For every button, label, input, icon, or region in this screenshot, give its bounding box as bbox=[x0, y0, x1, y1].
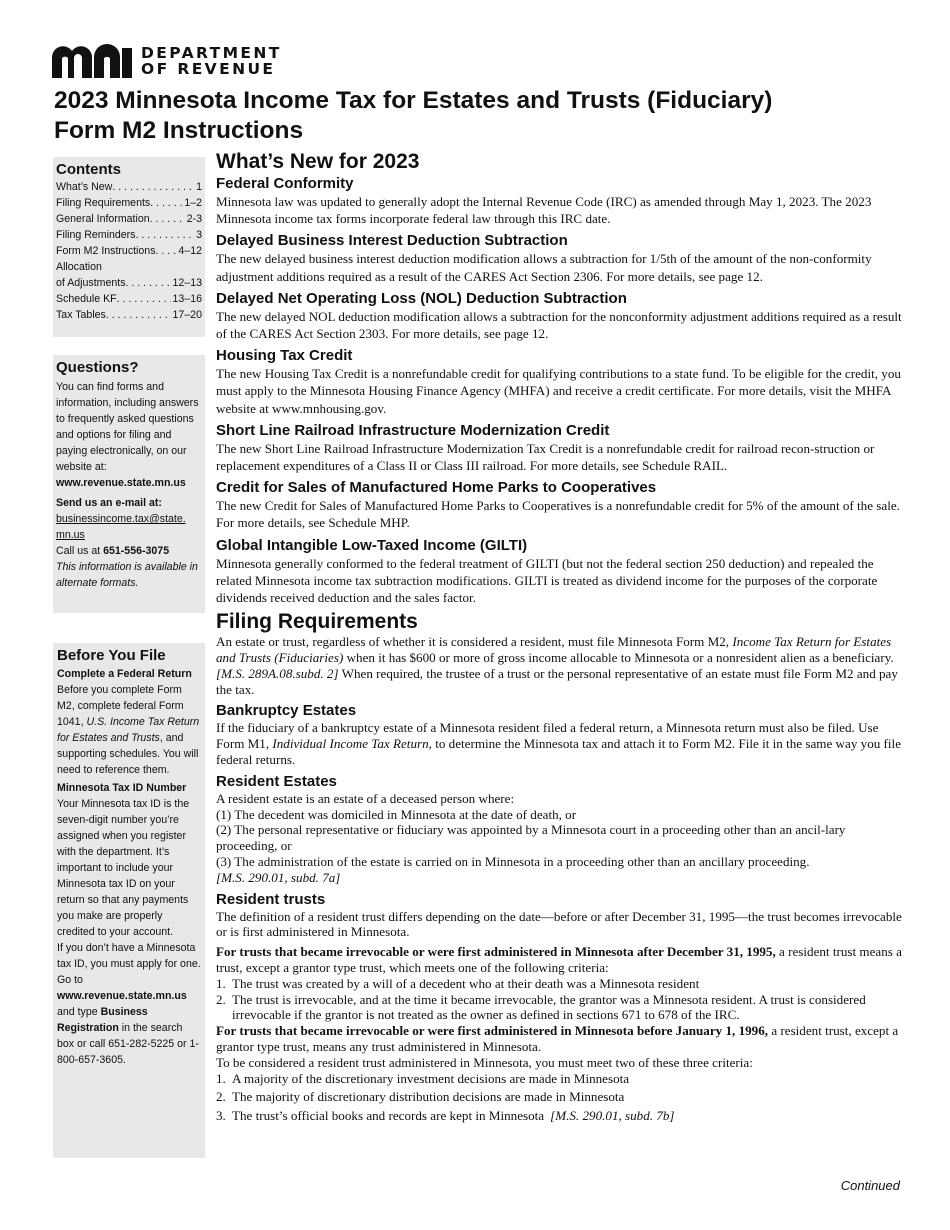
contents-item-page: 2-3 bbox=[186, 213, 202, 225]
bankruptcy-text-a: If the fiduciary of a bankruptcy estate of a Minnesota resident filed a federal return, a Minnesota return must also be filed. Use Form M1, bbox=[216, 720, 879, 752]
whats-new-section-body: The new Short Line Railroad Infrastructure Modernization Tax Credit is a nonrefundable credit for railroad recon-struction or replacement expenditures of a Class II or Class III railroad. For more details, see Schedule RAIL. bbox=[216, 440, 875, 474]
contents-item[interactable] bbox=[56, 259, 202, 275]
filing-intro-a: An estate or trust, regardless of whether it is considered a resident, must file Minnesota Form M2, bbox=[216, 634, 733, 650]
contents-heading: Contents bbox=[56, 161, 121, 178]
resident-estates-heading: Resident Estates bbox=[216, 772, 337, 790]
contents-item-page: 1–2 bbox=[184, 197, 202, 209]
contents-item-label: Tax Tables bbox=[56, 309, 106, 321]
contents-item-label: of Adjustments bbox=[56, 277, 126, 289]
list-item-text: The trust is irrevocable, and at the time it became irrevocable, the grantor was a Minnesota resident. A trust is considered irrevocable if the grantor is not treated as the owner as defined in sections 671 to 678 of the IRC. bbox=[232, 991, 866, 1023]
contents-item[interactable] bbox=[56, 275, 202, 291]
contents-leader-dots bbox=[150, 211, 185, 227]
criteria-citation: [M.S. 290.01, subd. 7b] bbox=[550, 1108, 675, 1124]
dept-line-1: DEPARTMENT bbox=[141, 44, 282, 62]
whats-new-section-title: Housing Tax Credit bbox=[216, 347, 353, 365]
call-line bbox=[56, 543, 202, 559]
mn-logo-mark-icon bbox=[52, 44, 132, 78]
resident-estates-intro: A resident estate is an estate of a deceased person where: bbox=[216, 790, 515, 806]
form-m1-title: Individual Income Tax Return bbox=[272, 736, 429, 752]
contents-item-page: 17–20 bbox=[172, 309, 202, 321]
contents-item[interactable] bbox=[56, 211, 202, 227]
filing-intro-citation: [M.S. 289A.08.subd. 2] bbox=[216, 665, 339, 681]
whats-new-section-body: The new delayed NOL deduction modification allows a subtraction for the nonconformity adjustment additions required as a result of the CARES Act Section 2303. For more details, see page 12. bbox=[216, 308, 902, 342]
federal-return-text bbox=[57, 682, 201, 778]
bankruptcy-estates-heading: Bankruptcy Estates bbox=[216, 702, 357, 720]
trusts-after-1995-list bbox=[216, 976, 906, 1023]
numbered-list-item bbox=[216, 1089, 906, 1105]
whats-new-section-title: Delayed Net Operating Loss (NOL) Deduction Subtraction bbox=[216, 289, 627, 307]
contents-item-page: 13–16 bbox=[172, 293, 202, 305]
federal-return-subheading: Complete a Federal Return bbox=[57, 668, 192, 680]
contents-item[interactable] bbox=[56, 179, 202, 195]
whats-new-section-title: Federal Conformity bbox=[216, 175, 354, 192]
contents-item-label: General Information bbox=[56, 213, 150, 225]
contents-item[interactable] bbox=[56, 227, 202, 243]
resident-estate-criterion: (2) The personal representative or fiduciary was appointed by a Minnesota court in a proceeding other than an ancil-lary proceeding, or bbox=[216, 822, 846, 854]
no-tax-id-b: and type bbox=[57, 1006, 101, 1018]
email-line-1: businessincome.tax@state. bbox=[56, 513, 186, 525]
email-line-2: mn.us bbox=[56, 529, 85, 541]
whats-new-section-body: Minnesota law was updated to generally adopt the Internal Revenue Code (IRC) as amended through May 1, 2023. The 2023 Minnesota income tax forms incorporate federal law through this IRC date. bbox=[216, 194, 872, 227]
page-title bbox=[54, 86, 934, 146]
whats-new-section-title: Delayed Business Interest Deduction Subtraction bbox=[216, 232, 568, 250]
questions-heading: Questions? bbox=[56, 359, 139, 376]
criteria-intro: To be considered a resident trust administered in Minnesota, you must meet two of these three criteria: bbox=[216, 1054, 753, 1070]
contents-leader-dots bbox=[117, 291, 171, 307]
whats-new-section-title: Global Intangible Low-Taxed Income (GILTI) bbox=[216, 536, 528, 554]
filing-intro-b: when it has $600 or more of gross income allocable to Minnesota or a nonresident alien as a beneficiary. bbox=[343, 650, 894, 666]
contents-item-page: 12–13 bbox=[172, 277, 202, 289]
contents-item[interactable] bbox=[56, 291, 202, 307]
numbered-list-item bbox=[216, 992, 906, 1024]
resident-trusts-intro: The definition of a resident trust differs depending on the date—before or after December 31, 1995—the trust becomes irrevocable or is first administered in Minnesota. bbox=[216, 908, 902, 940]
contents-item-page: 3 bbox=[196, 229, 202, 241]
trusts-after-1995-rest: a resident trust means a trust, except a grantor type trust, which meets one of the following criteria: bbox=[216, 944, 902, 975]
resident-trusts-heading: Resident trusts bbox=[216, 890, 326, 908]
list-item-text: The trust’s official books and records are kept in Minnesota bbox=[232, 1108, 545, 1124]
contents-list bbox=[56, 179, 202, 323]
tax-id-text: Your Minnesota tax ID is the seven-digit number you’re assigned when you register with the department. It’s important to include your Minnesota tax ID on your return so that any payments you make are properly credited to your account. bbox=[57, 798, 190, 938]
tax-id-subheading: Minnesota Tax ID Number bbox=[57, 782, 187, 794]
contents-item-label: Form M2 Instructions bbox=[56, 245, 156, 257]
title-line-1: 2023 Minnesota Income Tax for Estates and Trusts (Fiduciary) bbox=[54, 87, 773, 114]
whats-new-sections bbox=[216, 174, 906, 606]
contents-item-label: Allocation bbox=[56, 261, 102, 273]
contents-item[interactable] bbox=[56, 243, 202, 259]
trusts-before-1996-rest: a resident trust, except a grantor type trust, means any trust administered in Minnesota. bbox=[216, 1023, 899, 1054]
whats-new-section-title: Credit for Sales of Manufactured Home Parks to Cooperatives bbox=[216, 479, 657, 497]
call-prefix: Call us at bbox=[56, 545, 104, 557]
numbered-list-item bbox=[216, 1108, 906, 1124]
contents-item-label: Filing Reminders bbox=[56, 229, 136, 241]
contents-item[interactable] bbox=[56, 307, 202, 323]
alt-formats-note: This information is available in alternate formats. bbox=[56, 561, 198, 589]
no-tax-id-c: in the search box or call 651-282-5225 or 1-800-657-3605. bbox=[57, 1022, 199, 1066]
continued-note: Continued bbox=[840, 1178, 900, 1193]
list-item-text: The trust was created by a will of a decedent who at their death was a Minnesota resident bbox=[232, 975, 700, 991]
federal-return-text-a: Before you complete Form M2, complete federal Form 1041, bbox=[57, 684, 184, 728]
numbered-list-item bbox=[216, 976, 906, 992]
contents-leader-dots bbox=[112, 179, 194, 195]
list-item-number: 1. bbox=[216, 975, 226, 991]
contents-box bbox=[53, 157, 205, 337]
no-tax-id-a: If you don’t have a Minnesota tax ID, you must apply for one. Go to bbox=[57, 942, 201, 986]
website-link[interactable]: www.revenue.state.mn.us bbox=[56, 477, 186, 489]
registration-website-link[interactable]: www.revenue.state.mn.us bbox=[57, 990, 187, 1002]
criteria-list bbox=[216, 1071, 906, 1124]
before-you-file-heading: Before You File bbox=[57, 647, 166, 664]
trusts-after-1995-bold: For trusts that became irrevocable or were first administered in Minnesota after December 31, 1995, bbox=[216, 944, 776, 960]
contents-leader-dots bbox=[106, 307, 171, 323]
filing-requirements-heading: Filing Requirements bbox=[216, 610, 418, 634]
list-item-number: 3. bbox=[216, 1108, 226, 1124]
contents-leader-dots bbox=[126, 275, 171, 291]
filing-intro bbox=[216, 634, 906, 697]
form-m2-title: Income Tax Return for Estates and Trusts (Fiduciaries) bbox=[216, 634, 892, 666]
list-item-number: 2. bbox=[216, 1089, 226, 1105]
contents-item-page: 4–12 bbox=[178, 245, 202, 257]
contents-item-label: Schedule KF bbox=[56, 293, 117, 305]
contents-item[interactable] bbox=[56, 195, 202, 211]
whats-new-section-body: The new Credit for Sales of Manufactured Home Parks to Cooperatives is a nonrefundable credit for 5% of the amount of the sale. For more details, see Schedule MHP. bbox=[216, 498, 900, 531]
list-item-number: 1. bbox=[216, 1070, 226, 1086]
trusts-before-1996 bbox=[216, 1023, 906, 1055]
contents-item-label: What’s New bbox=[56, 181, 113, 193]
whats-new-heading: What’s New for 2023 bbox=[216, 150, 420, 173]
dept-line-2: OF REVENUE bbox=[141, 60, 276, 78]
whats-new-section-body: The new Housing Tax Credit is a nonrefundable credit for qualifying contributions to a state fund. To be eligible for the credit, you must apply to the Minnesota Housing Finance Agency (MHFA) and receive a credit certificate. For more details, visit the MHFA website at www.mnhousing.gov. bbox=[216, 366, 901, 416]
list-item-number: 2. bbox=[216, 991, 226, 1007]
resident-estates-citation: [M.S. 290.01, subd. 7a] bbox=[216, 869, 341, 885]
numbered-list-item bbox=[216, 1071, 906, 1087]
department-logo bbox=[52, 44, 282, 78]
contents-leader-dots bbox=[150, 195, 182, 211]
list-item-text: The majority of discretionary distribution decisions are made in Minnesota bbox=[232, 1089, 625, 1105]
resident-estate-criterion: (1) The decedent was domiciled in Minnesota at the date of death, or bbox=[216, 806, 577, 822]
trusts-before-1996-bold: For trusts that became irrevocable or were first administered in Minnesota before January 1, 1996, bbox=[216, 1023, 769, 1039]
form-1041-title: U.S. Income Tax Return for Estates and Trusts bbox=[57, 716, 200, 744]
phone-number[interactable]: 651-556-3075 bbox=[103, 545, 170, 557]
email-label: Send us an e-mail at: bbox=[56, 497, 162, 509]
federal-return-text-b: , and supporting schedules. You will need to reference them. bbox=[57, 732, 199, 776]
department-name bbox=[141, 45, 282, 77]
title-line-2: Form M2 Instructions bbox=[54, 117, 304, 144]
trusts-after-1995 bbox=[216, 944, 906, 976]
whats-new-section-body: Minnesota generally conformed to the federal treatment of GILTI (but not the federal section 250 deduction) and repealed the related Minnesota income tax subtraction modifications. GILTI is treated as dividend income for the purposes of the corporate dividends received deduction and the sales factor. bbox=[216, 555, 878, 606]
whats-new-section-body: The new delayed business interest deduction modification allows a subtraction for 1/5th of the amount of the non-conformity adjustment additions required as a result of the CARES Act Section 2306. For more details, see page 12. bbox=[216, 251, 872, 284]
before-you-file-box bbox=[53, 643, 205, 1158]
resident-estates-list bbox=[216, 807, 906, 870]
filing-intro-c: When required, the trustee of a trust or the personal representative of an estate must file Form M2 and pay the tax. bbox=[216, 665, 898, 697]
email-link[interactable] bbox=[56, 511, 202, 543]
whats-new-section-title: Short Line Railroad Infrastructure Modernization Credit bbox=[216, 421, 610, 439]
contents-leader-dots bbox=[135, 227, 194, 243]
bankruptcy-text-b: , to determine the Minnesota tax and attach it to Form M2. File it in the same way you file federal returns. bbox=[216, 736, 902, 768]
contents-leader-dots bbox=[156, 243, 177, 259]
questions-box bbox=[53, 355, 205, 613]
contents-item-label: Filing Requirements bbox=[56, 197, 151, 209]
no-tax-id-text bbox=[57, 940, 201, 1068]
business-registration-term: Business Registration bbox=[57, 1006, 148, 1034]
list-item-text: A majority of the discretionary investment decisions are made in Minnesota bbox=[232, 1070, 630, 1086]
main-content bbox=[216, 150, 906, 1127]
contents-item-page: 1 bbox=[196, 181, 202, 193]
bankruptcy-text bbox=[216, 720, 906, 767]
resident-estate-criterion: (3) The administration of the estate is carried on in Minnesota in a proceeding other than an ancillary proceeding. bbox=[216, 854, 810, 870]
questions-intro: You can find forms and information, including answers to frequently asked questions and options for filing and paying electronically, on our website at: bbox=[56, 381, 199, 473]
